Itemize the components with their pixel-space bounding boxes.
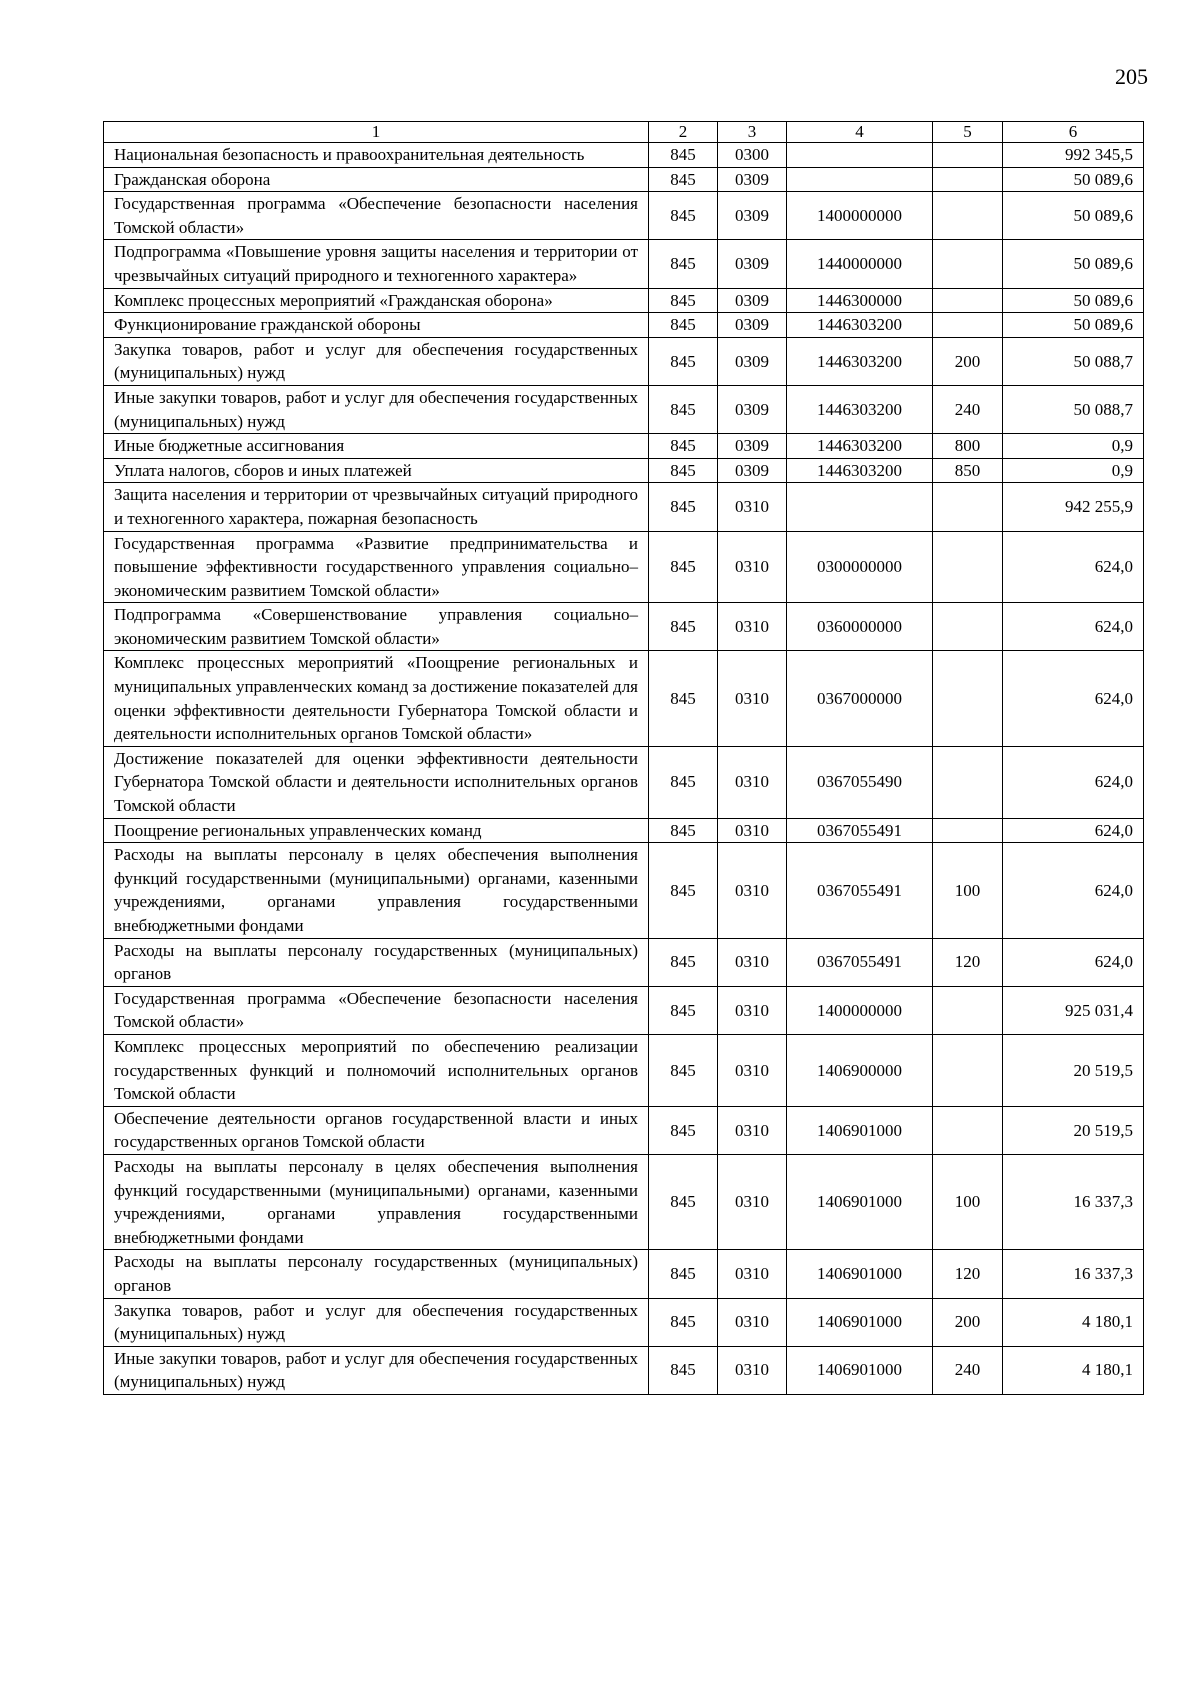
row-target-cell — [787, 167, 933, 192]
row-amount-cell: 20 519,5 — [1003, 1106, 1144, 1154]
row-target-cell: 1406901000 — [787, 1250, 933, 1298]
row-target-cell: 0367055490 — [787, 746, 933, 818]
row-target-cell: 1446303200 — [787, 313, 933, 338]
column-header: 1 — [104, 122, 649, 143]
table-row — [104, 986, 1144, 1034]
row-section-cell: 0309 — [718, 192, 787, 240]
row-section-cell: 0309 — [718, 167, 787, 192]
row-code-cell: 845 — [649, 986, 718, 1034]
table-row — [104, 531, 1144, 603]
table-row — [104, 240, 1144, 288]
row-target-cell: 1440000000 — [787, 240, 933, 288]
row-type-cell: 240 — [933, 385, 1003, 433]
row-target-cell: 1446303200 — [787, 337, 933, 385]
row-type-cell: 850 — [933, 458, 1003, 483]
row-target-cell: 1406901000 — [787, 1106, 933, 1154]
row-amount-cell: 50 089,6 — [1003, 313, 1144, 338]
row-name-cell: Гражданская оборона — [104, 167, 649, 192]
row-code-cell: 845 — [649, 746, 718, 818]
row-target-cell: 0367000000 — [787, 651, 933, 746]
row-code-cell: 845 — [649, 843, 718, 938]
row-code-cell: 845 — [649, 385, 718, 433]
row-code-cell: 845 — [649, 434, 718, 459]
row-type-cell — [933, 167, 1003, 192]
row-type-cell — [933, 240, 1003, 288]
row-target-cell — [787, 483, 933, 531]
row-section-cell: 0309 — [718, 337, 787, 385]
row-section-cell: 0310 — [718, 1346, 787, 1394]
row-type-cell: 240 — [933, 1346, 1003, 1394]
row-code-cell: 845 — [649, 192, 718, 240]
row-target-cell: 1406901000 — [787, 1346, 933, 1394]
row-section-cell: 0309 — [718, 434, 787, 459]
row-type-cell — [933, 1034, 1003, 1106]
row-section-cell: 0310 — [718, 531, 787, 603]
table-row — [104, 651, 1144, 746]
table-row — [104, 458, 1144, 483]
table-row — [104, 843, 1144, 938]
row-section-cell: 0310 — [718, 1034, 787, 1106]
row-name-cell: Уплата налогов, сборов и иных платежей — [104, 458, 649, 483]
row-section-cell: 0310 — [718, 746, 787, 818]
row-code-cell: 845 — [649, 1298, 718, 1346]
row-code-cell: 845 — [649, 313, 718, 338]
row-amount-cell: 0,9 — [1003, 434, 1144, 459]
table-body — [104, 143, 1144, 1395]
row-name-cell: Комплекс процессных мероприятий «Поощрение региональных и муниципальных управленческих команд за достижение показателей для оценки эффективности деятельности Губернатора Томской области и деятельности исполнительных органов Томской области» — [104, 651, 649, 746]
row-code-cell: 845 — [649, 938, 718, 986]
row-type-cell — [933, 192, 1003, 240]
row-code-cell: 845 — [649, 1250, 718, 1298]
row-section-cell: 0310 — [718, 818, 787, 843]
row-section-cell: 0309 — [718, 458, 787, 483]
row-target-cell: 1400000000 — [787, 192, 933, 240]
row-type-cell: 200 — [933, 1298, 1003, 1346]
row-section-cell: 0310 — [718, 1298, 787, 1346]
row-code-cell: 845 — [649, 1154, 718, 1249]
row-name-cell: Защита населения и территории от чрезвычайных ситуаций природного и техногенного характера, пожарная безопасность — [104, 483, 649, 531]
row-section-cell: 0309 — [718, 385, 787, 433]
table-row — [104, 192, 1144, 240]
table-header-row — [104, 122, 1144, 143]
row-section-cell: 0310 — [718, 1250, 787, 1298]
column-header: 6 — [1003, 122, 1144, 143]
row-section-cell: 0310 — [718, 483, 787, 531]
row-amount-cell: 20 519,5 — [1003, 1034, 1144, 1106]
row-type-cell — [933, 288, 1003, 313]
row-type-cell — [933, 531, 1003, 603]
row-amount-cell: 624,0 — [1003, 651, 1144, 746]
row-name-cell: Комплекс процессных мероприятий «Гражданская оборона» — [104, 288, 649, 313]
row-amount-cell: 4 180,1 — [1003, 1346, 1144, 1394]
row-type-cell: 800 — [933, 434, 1003, 459]
row-code-cell: 845 — [649, 483, 718, 531]
row-target-cell: 1406900000 — [787, 1034, 933, 1106]
row-name-cell: Расходы на выплаты персоналу государственных (муниципальных) органов — [104, 1250, 649, 1298]
row-type-cell — [933, 603, 1003, 651]
row-section-cell: 0309 — [718, 313, 787, 338]
row-name-cell: Иные закупки товаров, работ и услуг для обеспечения государственных (муниципальных) нужд — [104, 385, 649, 433]
row-code-cell: 845 — [649, 1106, 718, 1154]
row-name-cell: Закупка товаров, работ и услуг для обеспечения государственных (муниципальных) нужд — [104, 1298, 649, 1346]
row-type-cell — [933, 818, 1003, 843]
row-name-cell: Государственная программа «Обеспечение безопасности населения Томской области» — [104, 986, 649, 1034]
row-target-cell: 1406901000 — [787, 1298, 933, 1346]
row-amount-cell: 50 088,7 — [1003, 337, 1144, 385]
row-section-cell: 0310 — [718, 843, 787, 938]
row-amount-cell: 992 345,5 — [1003, 143, 1144, 168]
row-amount-cell: 624,0 — [1003, 531, 1144, 603]
row-section-cell: 0310 — [718, 986, 787, 1034]
table-row — [104, 746, 1144, 818]
row-code-cell: 845 — [649, 603, 718, 651]
row-name-cell: Расходы на выплаты персоналу государственных (муниципальных) органов — [104, 938, 649, 986]
row-target-cell: 0367055491 — [787, 938, 933, 986]
row-target-cell: 0367055491 — [787, 818, 933, 843]
row-amount-cell: 624,0 — [1003, 843, 1144, 938]
row-target-cell: 0367055491 — [787, 843, 933, 938]
row-amount-cell: 50 089,6 — [1003, 288, 1144, 313]
row-target-cell: 1446303200 — [787, 434, 933, 459]
row-amount-cell: 50 088,7 — [1003, 385, 1144, 433]
row-target-cell: 1446300000 — [787, 288, 933, 313]
column-header: 2 — [649, 122, 718, 143]
row-section-cell: 0309 — [718, 288, 787, 313]
row-type-cell — [933, 483, 1003, 531]
row-name-cell: Поощрение региональных управленческих команд — [104, 818, 649, 843]
row-target-cell: 0300000000 — [787, 531, 933, 603]
row-amount-cell: 942 255,9 — [1003, 483, 1144, 531]
row-section-cell: 0310 — [718, 1154, 787, 1249]
row-name-cell: Расходы на выплаты персоналу в целях обеспечения выполнения функций государственными (муниципальными) органами, казенными учреждениями, органами управления государственными внебюджетными фондами — [104, 1154, 649, 1249]
row-type-cell: 100 — [933, 1154, 1003, 1249]
row-name-cell: Достижение показателей для оценки эффективности деятельности Губернатора Томской области и деятельности исполнительных органов Томской области — [104, 746, 649, 818]
table-row — [104, 483, 1144, 531]
row-section-cell: 0310 — [718, 1106, 787, 1154]
table-row — [104, 385, 1144, 433]
row-amount-cell: 4 180,1 — [1003, 1298, 1144, 1346]
table-row — [104, 938, 1144, 986]
row-target-cell: 0360000000 — [787, 603, 933, 651]
row-target-cell: 1406901000 — [787, 1154, 933, 1249]
row-type-cell — [933, 746, 1003, 818]
row-amount-cell: 0,9 — [1003, 458, 1144, 483]
row-type-cell — [933, 651, 1003, 746]
row-name-cell: Закупка товаров, работ и услуг для обеспечения государственных (муниципальных) нужд — [104, 337, 649, 385]
row-name-cell: Государственная программа «Обеспечение безопасности населения Томской области» — [104, 192, 649, 240]
row-name-cell: Подпрограмма «Совершенствование управления социально–экономическим развитием Томской области» — [104, 603, 649, 651]
row-name-cell: Комплекс процессных мероприятий по обеспечению реализации государственных функций и полномочий исполнительных органов Томской области — [104, 1034, 649, 1106]
row-type-cell: 120 — [933, 938, 1003, 986]
row-section-cell: 0310 — [718, 938, 787, 986]
table-row — [104, 818, 1144, 843]
row-amount-cell: 624,0 — [1003, 746, 1144, 818]
row-type-cell: 120 — [933, 1250, 1003, 1298]
table-row — [104, 1034, 1144, 1106]
table-row — [104, 1298, 1144, 1346]
row-name-cell: Иные закупки товаров, работ и услуг для обеспечения государственных (муниципальных) нужд — [104, 1346, 649, 1394]
row-amount-cell: 50 089,6 — [1003, 192, 1144, 240]
table-row — [104, 603, 1144, 651]
row-amount-cell: 16 337,3 — [1003, 1250, 1144, 1298]
row-target-cell — [787, 143, 933, 168]
column-header: 3 — [718, 122, 787, 143]
row-name-cell: Подпрограмма «Повышение уровня защиты населения и территории от чрезвычайных ситуаций природного и техногенного характера» — [104, 240, 649, 288]
row-code-cell: 845 — [649, 458, 718, 483]
row-code-cell: 845 — [649, 1034, 718, 1106]
row-code-cell: 845 — [649, 651, 718, 746]
row-code-cell: 845 — [649, 337, 718, 385]
row-code-cell: 845 — [649, 1346, 718, 1394]
row-section-cell: 0310 — [718, 651, 787, 746]
row-name-cell: Обеспечение деятельности органов государственной власти и иных государственных органов Томской области — [104, 1106, 649, 1154]
row-name-cell: Функционирование гражданской обороны — [104, 313, 649, 338]
row-name-cell: Иные бюджетные ассигнования — [104, 434, 649, 459]
page-number: 205 — [1115, 64, 1148, 89]
row-type-cell: 100 — [933, 843, 1003, 938]
row-section-cell: 0300 — [718, 143, 787, 168]
row-code-cell: 845 — [649, 288, 718, 313]
row-code-cell: 845 — [649, 531, 718, 603]
table-row — [104, 337, 1144, 385]
table-row — [104, 313, 1144, 338]
row-type-cell: 200 — [933, 337, 1003, 385]
table-row — [104, 1346, 1144, 1394]
row-section-cell: 0309 — [718, 240, 787, 288]
row-amount-cell: 16 337,3 — [1003, 1154, 1144, 1249]
row-target-cell: 1446303200 — [787, 458, 933, 483]
row-type-cell — [933, 313, 1003, 338]
row-code-cell: 845 — [649, 240, 718, 288]
table-row — [104, 288, 1144, 313]
table-row — [104, 167, 1144, 192]
row-amount-cell: 50 089,6 — [1003, 167, 1144, 192]
budget-table — [103, 121, 1144, 1395]
row-amount-cell: 925 031,4 — [1003, 986, 1144, 1034]
row-section-cell: 0310 — [718, 603, 787, 651]
row-name-cell: Расходы на выплаты персоналу в целях обеспечения выполнения функций государственными (муниципальными) органами, казенными учреждениями, органами управления государственными внебюджетными фондами — [104, 843, 649, 938]
row-amount-cell: 624,0 — [1003, 818, 1144, 843]
row-type-cell — [933, 1106, 1003, 1154]
row-code-cell: 845 — [649, 818, 718, 843]
row-code-cell: 845 — [649, 143, 718, 168]
table-row — [104, 434, 1144, 459]
row-type-cell — [933, 143, 1003, 168]
table-row — [104, 143, 1144, 168]
table-row — [104, 1154, 1144, 1249]
column-header: 4 — [787, 122, 933, 143]
row-name-cell: Государственная программа «Развитие предпринимательства и повышение эффективности государственного управления социально–экономическим развитием Томской области» — [104, 531, 649, 603]
row-code-cell: 845 — [649, 167, 718, 192]
row-target-cell: 1400000000 — [787, 986, 933, 1034]
row-target-cell: 1446303200 — [787, 385, 933, 433]
row-name-cell: Национальная безопасность и правоохранительная деятельность — [104, 143, 649, 168]
table-row — [104, 1106, 1144, 1154]
table-row — [104, 1250, 1144, 1298]
row-type-cell — [933, 986, 1003, 1034]
row-amount-cell: 50 089,6 — [1003, 240, 1144, 288]
column-header: 5 — [933, 122, 1003, 143]
row-amount-cell: 624,0 — [1003, 938, 1144, 986]
row-amount-cell: 624,0 — [1003, 603, 1144, 651]
